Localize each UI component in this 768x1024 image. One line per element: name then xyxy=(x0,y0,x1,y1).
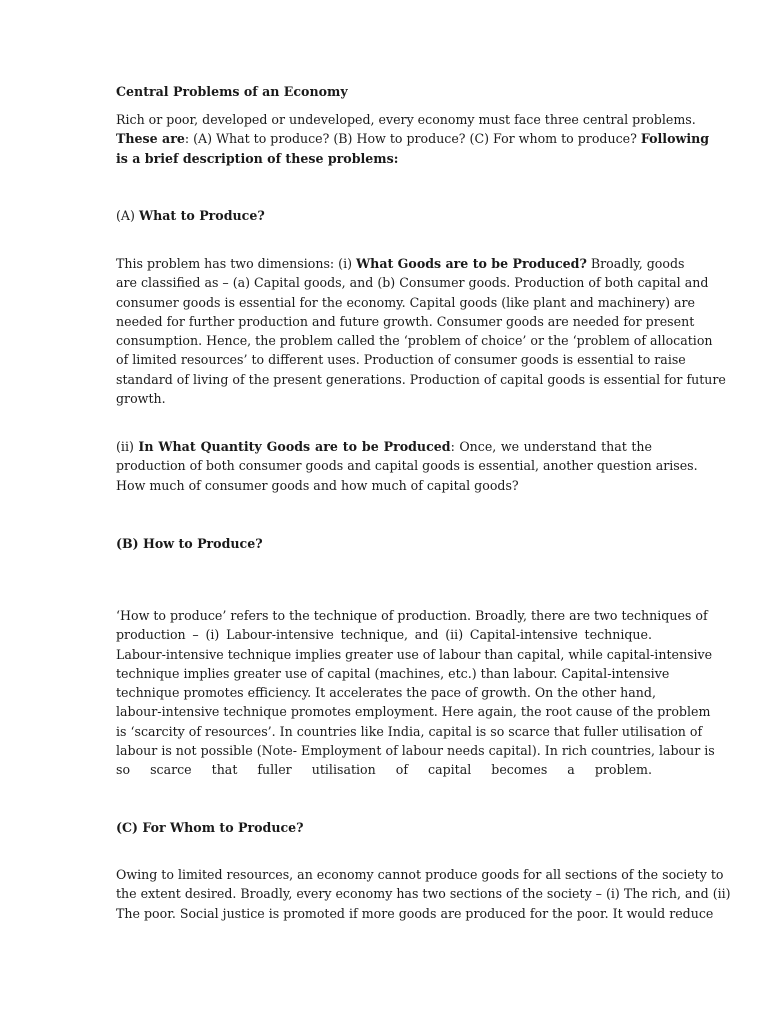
b-line-4: technique implies greater use of capital (machines, etc.) than labour. Capital-intensive xyxy=(116,665,670,681)
a-p2-line-1 xyxy=(116,437,652,456)
a-p1-line-8: growth. xyxy=(116,391,166,407)
heading-a-text: What to Produce? xyxy=(138,208,265,223)
b-line-9: so scarce that fuller utilisation of capital becomes a problem. xyxy=(116,762,652,778)
a-p2-line-3: How much of consumer goods and how much of capital goods? xyxy=(116,477,519,493)
heading-for-whom-to-produce: (C) For Whom to Produce? xyxy=(116,820,304,835)
heading-a-label: (A) xyxy=(116,208,135,223)
a-p1-line-5: consumption. Hence, the problem called the ‘problem of choice’ or the ‘problem of allocation xyxy=(116,333,713,349)
a-p2-line-2: production of both consumer goods and capital goods is essential, another question arises. xyxy=(116,458,698,474)
b-line-8: labour is not possible (Note- Employment of labour needs capital). In rich countries, labour is xyxy=(116,743,715,759)
a-p1-line-1-pre: This problem has two dimensions: (i) xyxy=(116,256,357,271)
intro-line-2 xyxy=(116,129,710,148)
a-p1-line-3: consumer goods is essential for the economy. Capital goods (like plant and machinery) are xyxy=(116,294,695,310)
a-p1-line-1-bold: What Goods are to be Produced? xyxy=(356,256,587,271)
a-p1-line-1-post: Broadly, goods xyxy=(586,256,685,271)
a-p2-line-1-pre: (ii) xyxy=(116,439,139,454)
intro-line-3 xyxy=(116,149,652,168)
a-p1-line-1 xyxy=(116,254,685,273)
b-line-1: ‘How to produce’ refers to the technique of production. Broadly, there are two techniques of xyxy=(116,608,708,623)
document-title: Central Problems of an Economy xyxy=(116,84,348,99)
section-c-paragraph xyxy=(116,865,731,923)
heading-how-to-produce: (B) How to Produce? xyxy=(116,536,263,551)
intro-line-1: Rich or poor, developed or undeveloped, every economy must face three central problems. xyxy=(116,112,696,127)
intro-bold-lead: These are xyxy=(116,131,185,147)
a-p1-line-7: standard of living of the present generations. Production of capital goods is essential for future xyxy=(116,371,726,387)
c-line-2: the extent desired. Broadly, every economy has two sections of the society – (i) The rich, and (ii) xyxy=(116,886,731,902)
intro-line-2-text: : (A) What to produce? (B) How to produce? (C) For whom to produce? xyxy=(184,131,641,147)
section-a-paragraph-1 xyxy=(116,254,726,408)
b-line-7: is ‘scarcity of resources’. In countries like India, capital is so scarce that fuller utilisation of xyxy=(116,723,703,739)
intro-paragraph xyxy=(116,110,710,168)
c-line-3: The poor. Social justice is promoted if more goods are produced for the poor. It would reduce xyxy=(116,905,714,921)
c-line-1: Owing to limited resources, an economy cannot produce goods for all sections of the society to xyxy=(116,867,724,882)
a-p1-line-6: of limited resources’ to different uses. Production of consumer goods is essential to raise xyxy=(116,352,686,368)
section-b-paragraph xyxy=(116,606,715,780)
b-line-2: production – (i) Labour-intensive technique, and (ii) Capital-intensive technique. xyxy=(116,627,652,643)
a-p2-line-1-bold: In What Quantity Goods are to be Produced xyxy=(138,439,451,454)
heading-what-to-produce xyxy=(116,206,652,225)
b-line-5: technique promotes efficiency. It accelerates the pace of growth. On the other hand, xyxy=(116,685,656,701)
section-a-paragraph-2 xyxy=(116,437,698,495)
b-line-3: Labour-intensive technique implies greater use of labour than capital, while capital-intensive xyxy=(116,646,713,662)
a-p2-line-1-post: : Once, we understand that the xyxy=(450,439,652,454)
intro-bold-tail: Following xyxy=(640,131,710,147)
a-p1-line-2: are classified as – (a) Capital goods, and (b) Consumer goods. Production of both capital and xyxy=(116,275,709,291)
a-p1-line-4: needed for further production and future growth. Consumer goods are needed for present xyxy=(116,313,695,329)
intro-bold-line-3: is a brief description of these problems: xyxy=(116,150,399,166)
b-line-6: labour-intensive technique promotes employment. Here again, the root cause of the problem xyxy=(116,704,711,720)
